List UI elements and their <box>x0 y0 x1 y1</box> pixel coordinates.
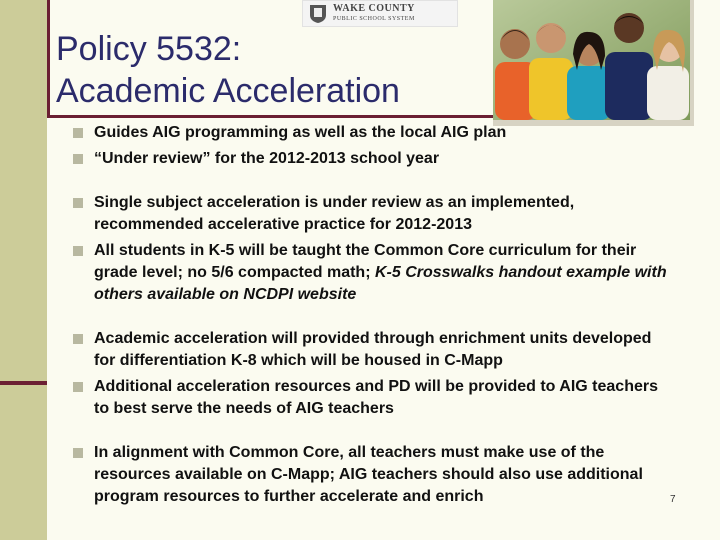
left-accent-rule <box>0 381 47 385</box>
title-vertical-rule <box>47 0 50 116</box>
bullet-text: Guides AIG programming as well as the local AIG plan <box>94 124 507 141</box>
square-bullet-icon <box>73 246 83 256</box>
bullet-text: Single subject acceleration is under review as an implemented, recommended accelerative practice for 2012-2013 <box>94 194 575 233</box>
bullet-text: Academic acceleration will provided through enrichment units developed for differentiation K-8 which will be housed in C-Mapp <box>94 330 652 369</box>
bullet-item <box>72 376 672 420</box>
group-of-students-image <box>493 0 690 120</box>
bullet-list <box>72 122 672 508</box>
logo-line-2: PUBLIC SCHOOL SYSTEM <box>333 15 415 22</box>
logo-line-1: WAKE COUNTY <box>333 2 415 14</box>
title-line-1: Policy 5532: <box>56 30 242 68</box>
title-underline <box>47 115 499 118</box>
bullet-item <box>72 192 672 236</box>
bullet-item <box>72 442 672 508</box>
district-logo <box>302 0 458 27</box>
left-accent-band <box>0 0 47 540</box>
logo-wordmark <box>333 4 415 24</box>
square-bullet-icon <box>73 198 83 208</box>
bullet-text: In alignment with Common Core, all teachers must make use of the resources available on C-Mapp; AIG teachers should also use additional program resources to further accelerate and enrich <box>94 444 643 505</box>
bullet-italic-text: K-5 Crosswalks handout example with others available on NCDPI website <box>94 264 667 303</box>
square-bullet-icon <box>73 334 83 344</box>
bullet-text: All students in K-5 will be taught the Common Core curriculum for their grade level; no 5/6 compacted math; <box>94 242 637 281</box>
slide-title <box>56 28 476 112</box>
square-bullet-icon <box>73 154 83 164</box>
title-line-2: Academic Acceleration <box>56 72 400 110</box>
bullet-item <box>72 148 672 170</box>
bullet-item <box>72 328 672 372</box>
square-bullet-icon <box>73 128 83 138</box>
page-number: 7 <box>670 494 676 505</box>
bullet-item <box>72 240 672 306</box>
bullet-text: Additional acceleration resources and PD will be provided to AIG teachers to best serve the needs of AIG teachers <box>94 378 658 417</box>
bullet-item <box>72 122 672 144</box>
square-bullet-icon <box>73 382 83 392</box>
bullet-text: “Under review” for the 2012-2013 school year <box>94 150 440 167</box>
shield-icon <box>309 4 327 24</box>
square-bullet-icon <box>73 448 83 458</box>
students-photo <box>493 0 694 126</box>
